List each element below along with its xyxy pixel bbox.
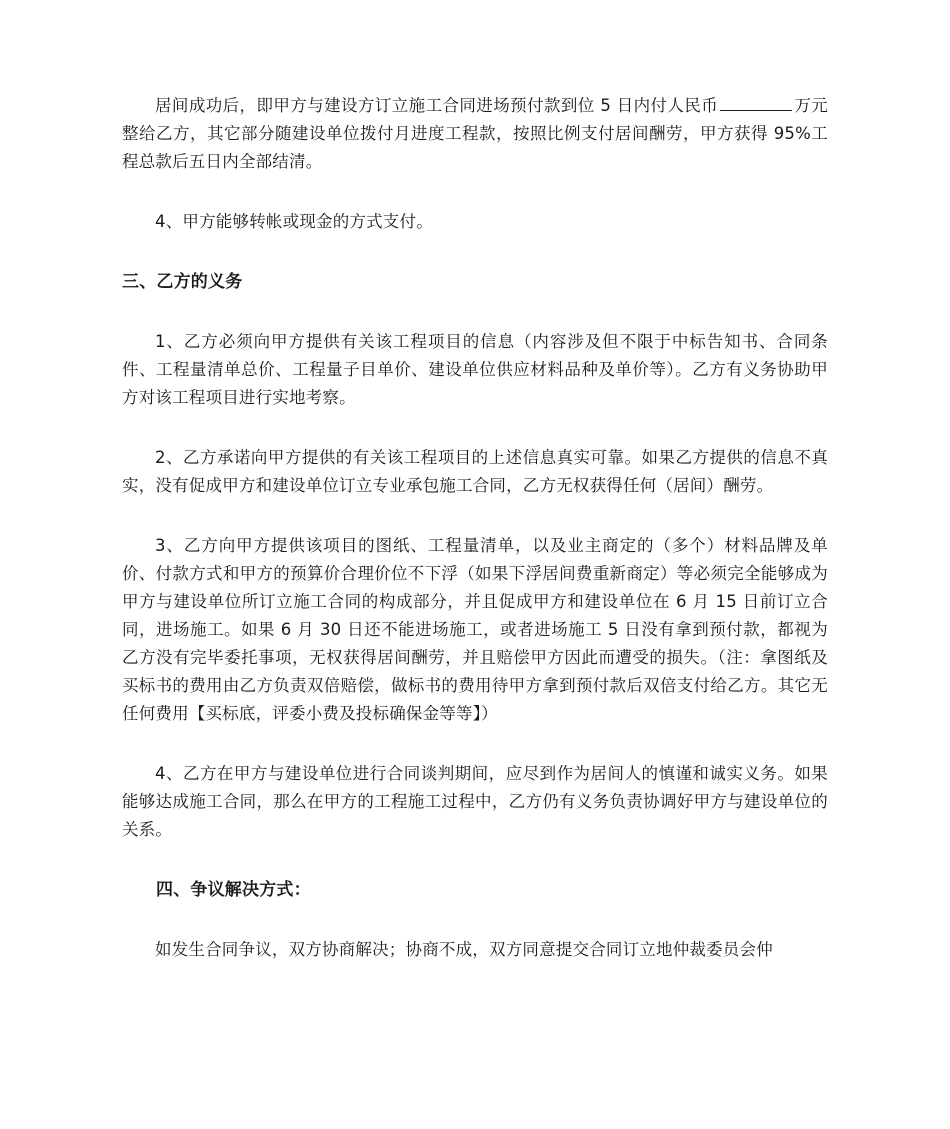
payment-method-paragraph: 4、甲方能够转帐或现金的方式支付。 [155, 212, 433, 231]
payment-text-before-blank: 居间成功后，即甲方与建设方订立施工合同进场预付款到位 5 日内付人民币 [155, 96, 719, 115]
amount-blank [720, 92, 792, 111]
section4-heading: 四、争议解决方式： [156, 880, 311, 900]
section3-item-3: 3、乙方向甲方提供该项目的图纸、工程量清单，以及业主商定的（多个）材料品牌及单价、付款方式和甲方的预算价合理价位不下浮（如果下浮居间费重新商定）等必须完全能够成为甲方与建设单位所订立施工合同的构成部分，并且促成甲方和建设单位在 6 月 15 日前订立合同，进场施工。如果 6 月 30 日还不能进场施工，或者进场施工 5 日没有拿到预付款，都视为乙方没有完毕委托事项，无权获得居间酬劳，并且赔偿甲方因此而遭受的损失。（注：拿图纸及买标书的费用由乙方负责双倍赔偿，做标书的费用待甲方拿到预付款后双倍支付给乙方。其它无任何费用【买标底，评委小费及投标确保金等等】） [122, 536, 828, 723]
payment-text-after-blank: 万元整给乙方，其它部分随建设单位拨付月进度工程款，按照比例支付居间酬劳，甲方获得 95%工程总款后五日内全部结清。 [122, 96, 828, 171]
section4-paragraph: 如发生合同争议，双方协商解决；协商不成，双方同意提交合同订立地仲裁委员会仲 [155, 940, 773, 959]
section3-item-2: 2、乙方承诺向甲方提供的有关该工程项目的上述信息真实可靠。如果乙方提供的信息不真实，没有促成甲方和建设单位订立专业承包施工合同，乙方无权获得任何（居间）酬劳。 [122, 448, 828, 495]
section3-heading: 三、乙方的义务 [122, 272, 243, 292]
section3-item-1: 1、乙方必须向甲方提供有关该工程项目的信息（内容涉及但不限于中标告知书、合同条件、工程量清单总价、工程量子目单价、建设单位供应材料品种及单价等）。乙方有义务协助甲方对该工程项目进行实地考察。 [122, 332, 828, 407]
section3-item-4: 4、乙方在甲方与建设单位进行合同谈判期间，应尽到作为居间人的慎谨和诚实义务。如果能够达成施工合同，那么在甲方的工程施工过程中，乙方仍有义务负责协调好甲方与建设单位的关系。 [122, 764, 828, 839]
payment-paragraph [122, 92, 828, 176]
